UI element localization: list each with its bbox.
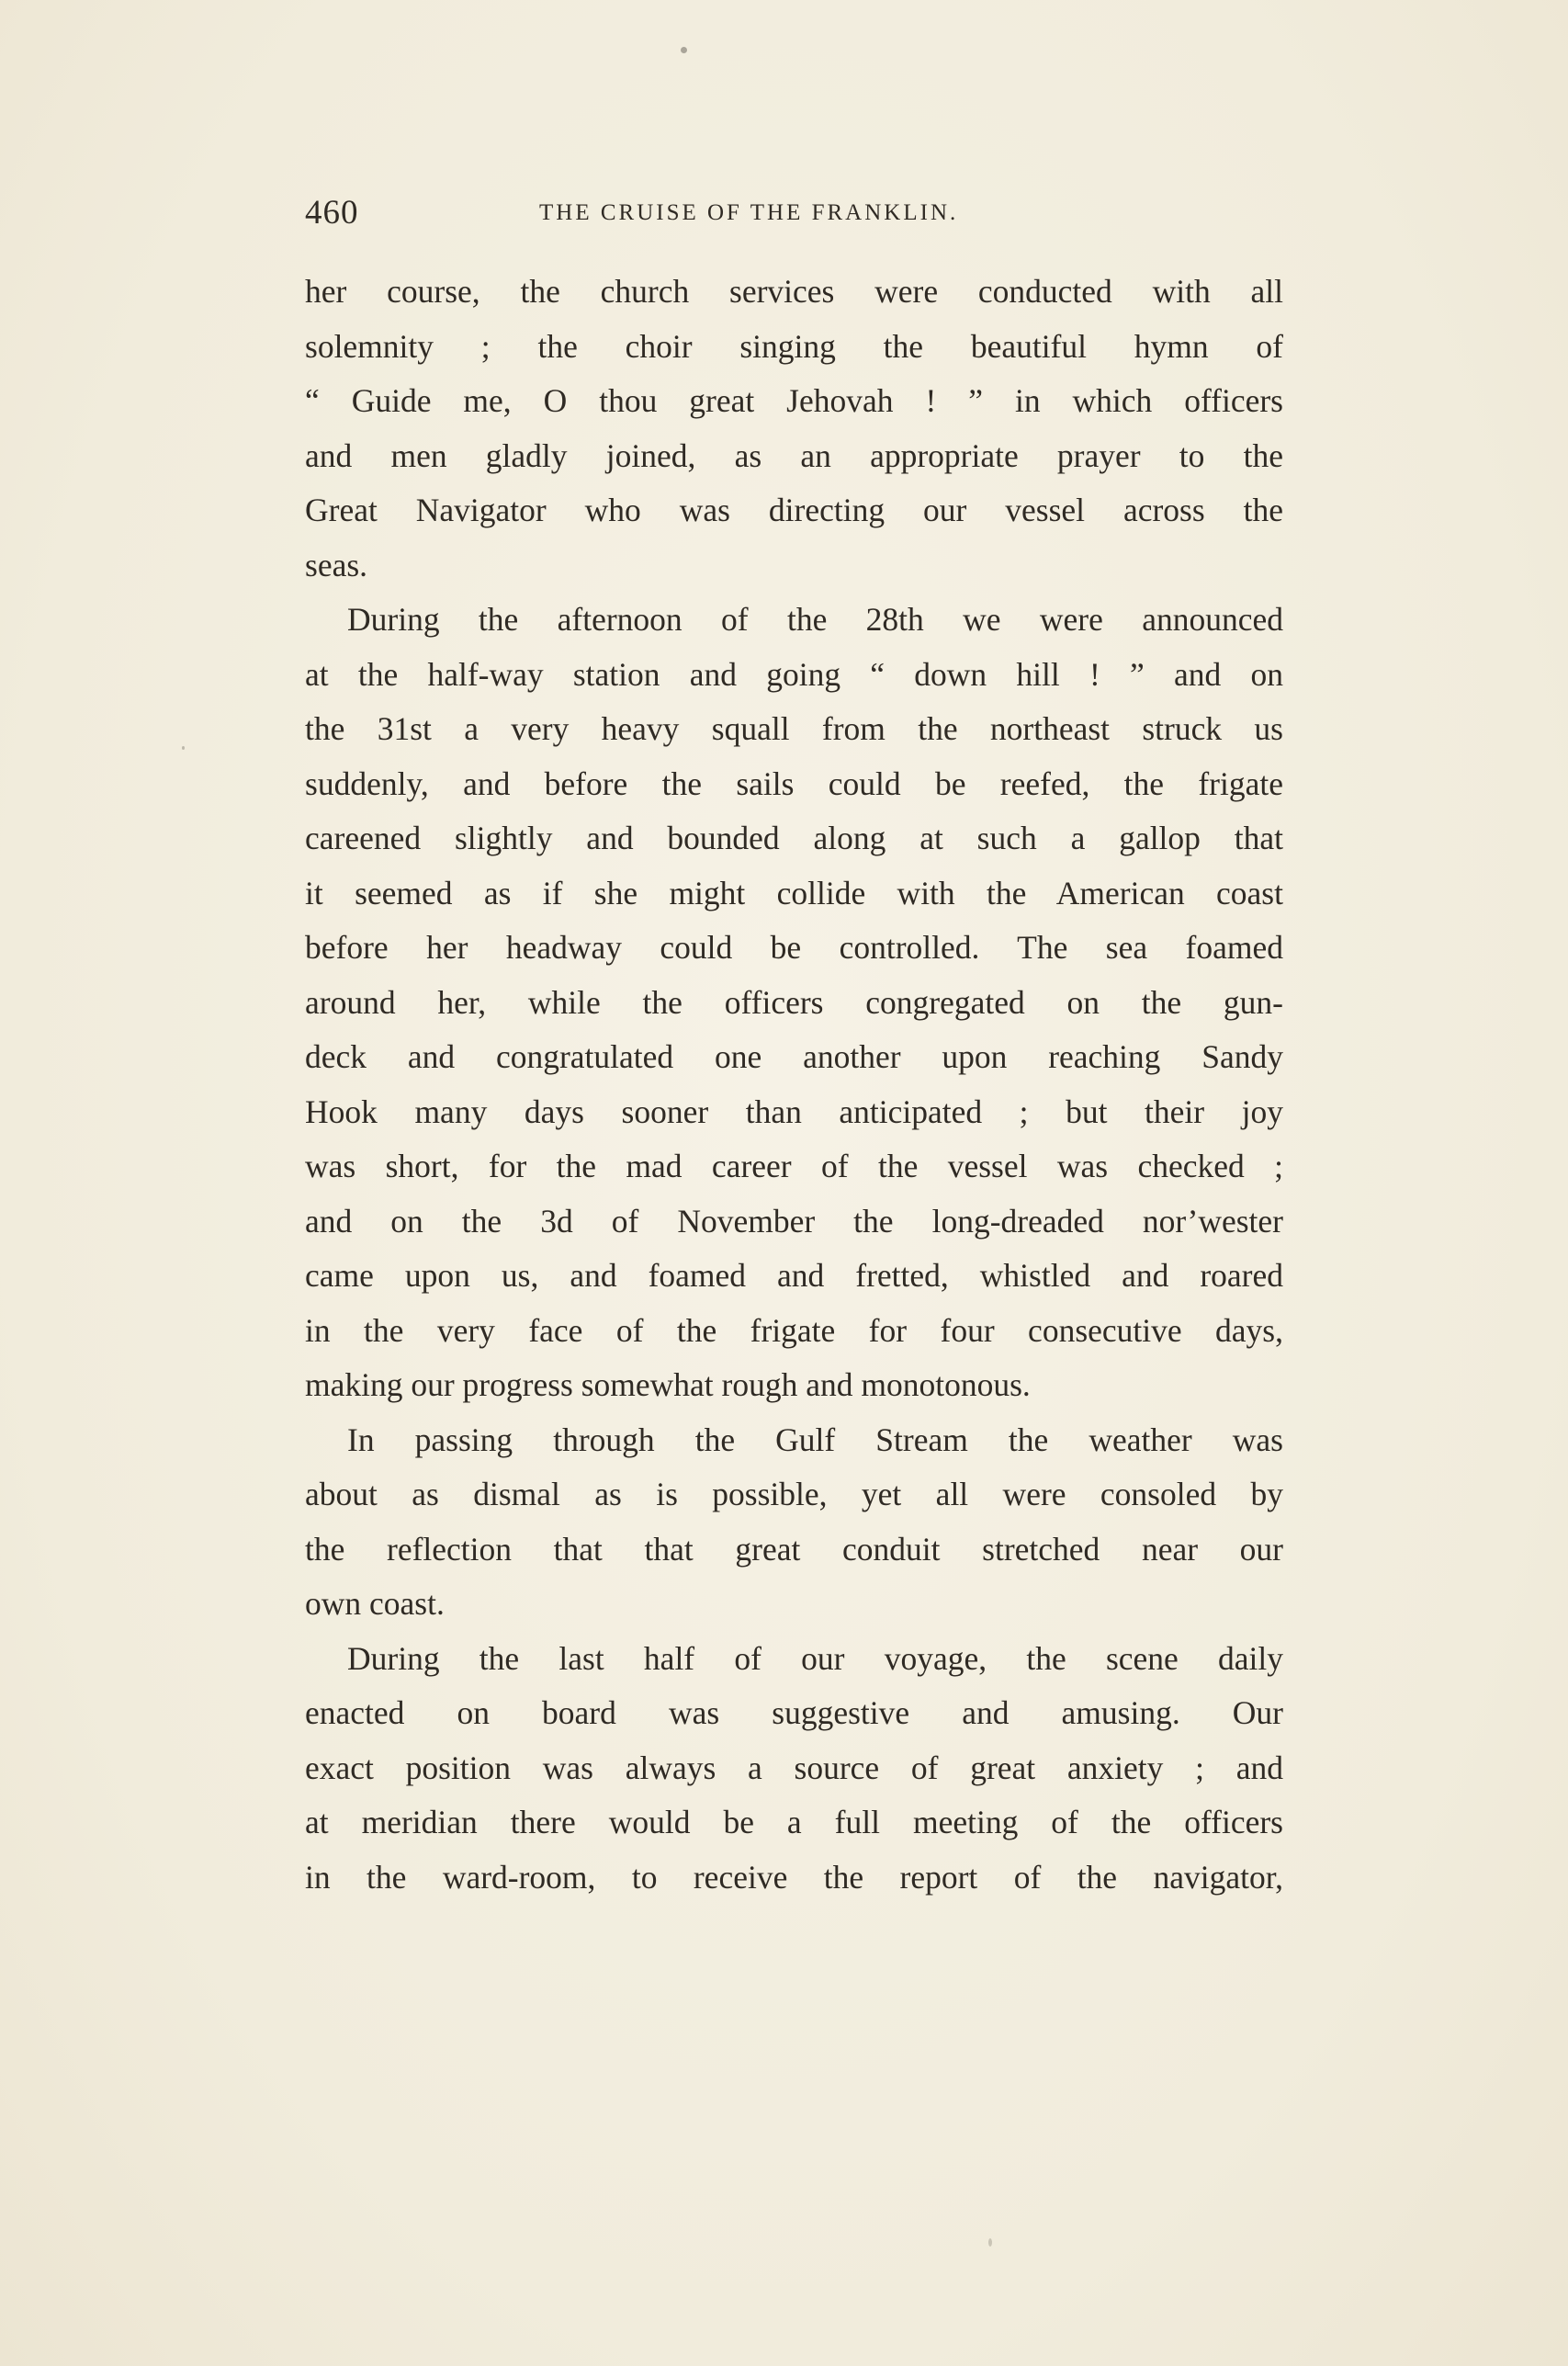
text-line: before her headway could be controlled. The sea foamed	[305, 929, 1283, 966]
ink-speck	[182, 746, 185, 750]
text-line: own coast.	[305, 1585, 445, 1622]
text-line: enacted on board was suggestive and amusing. Our	[305, 1694, 1283, 1731]
text-line: her course, the church services were conducted with all	[305, 273, 1283, 310]
text-line: deck and congratulated one another upon reaching Sandy	[305, 1038, 1283, 1075]
ink-speck	[681, 47, 687, 53]
text-line: in the very face of the frigate for four consecutive days,	[305, 1311, 1283, 1349]
text-line: it seemed as if she might collide with the American coast	[305, 874, 1283, 911]
running-title: THE CRUISE OF THE FRANKLIN.	[539, 200, 959, 225]
text-line: came upon us, and foamed and fretted, whistled and roared	[305, 1257, 1283, 1294]
text-line: about as dismal as is possible, yet all were consoled by	[305, 1476, 1283, 1512]
text-line: at the half-way station and going “ down hill ! ” and on	[305, 655, 1283, 693]
text-line: the reflection that that great conduit stretched near our	[305, 1530, 1283, 1568]
text-line: exact position was always a source of great anxiety ; and	[305, 1749, 1283, 1786]
page-number: 460	[305, 194, 359, 232]
text-line: making our progress somewhat rough and monotonous.	[305, 1366, 1031, 1403]
text-line: and on the 3d of November the long-dreaded nor’wester	[305, 1202, 1283, 1240]
text-line: in the ward-room, to receive the report of the navigator,	[305, 1858, 1283, 1896]
text-line: the 31st a very heavy squall from the northeast struck us	[305, 710, 1283, 747]
text-line: “ Guide me, O thou great Jehovah ! ” in which officers	[305, 382, 1283, 419]
text-line: suddenly, and before the sails could be reefed, the frigate	[305, 764, 1283, 802]
text-line: seas.	[305, 546, 368, 583]
body-text	[305, 265, 1283, 1905]
text-line: at meridian there would be a full meeting of the officers	[305, 1804, 1283, 1840]
text-line: solemnity ; the choir singing the beautiful hymn of	[305, 327, 1283, 365]
text-line: Hook many days sooner than anticipated ; but their joy	[305, 1092, 1283, 1130]
text-line: around her, while the officers congregated on the gun-	[305, 983, 1283, 1021]
text-line: During the last half of our voyage, the scene daily	[347, 1639, 1283, 1677]
ink-speck	[988, 2238, 992, 2247]
text-line: was short, for the mad career of the vessel was checked ;	[305, 1148, 1283, 1184]
text-line: careened slightly and bounded along at such a gallop that	[305, 820, 1283, 856]
text-line: During the afternoon of the 28th we were announced	[347, 601, 1283, 638]
text-line: In passing through the Gulf Stream the weather was	[347, 1421, 1283, 1458]
page-header	[305, 193, 1283, 239]
text-line: Great Navigator who was directing our vessel across the	[305, 492, 1283, 528]
text-line: and men gladly joined, as an appropriate prayer to the	[305, 436, 1283, 474]
